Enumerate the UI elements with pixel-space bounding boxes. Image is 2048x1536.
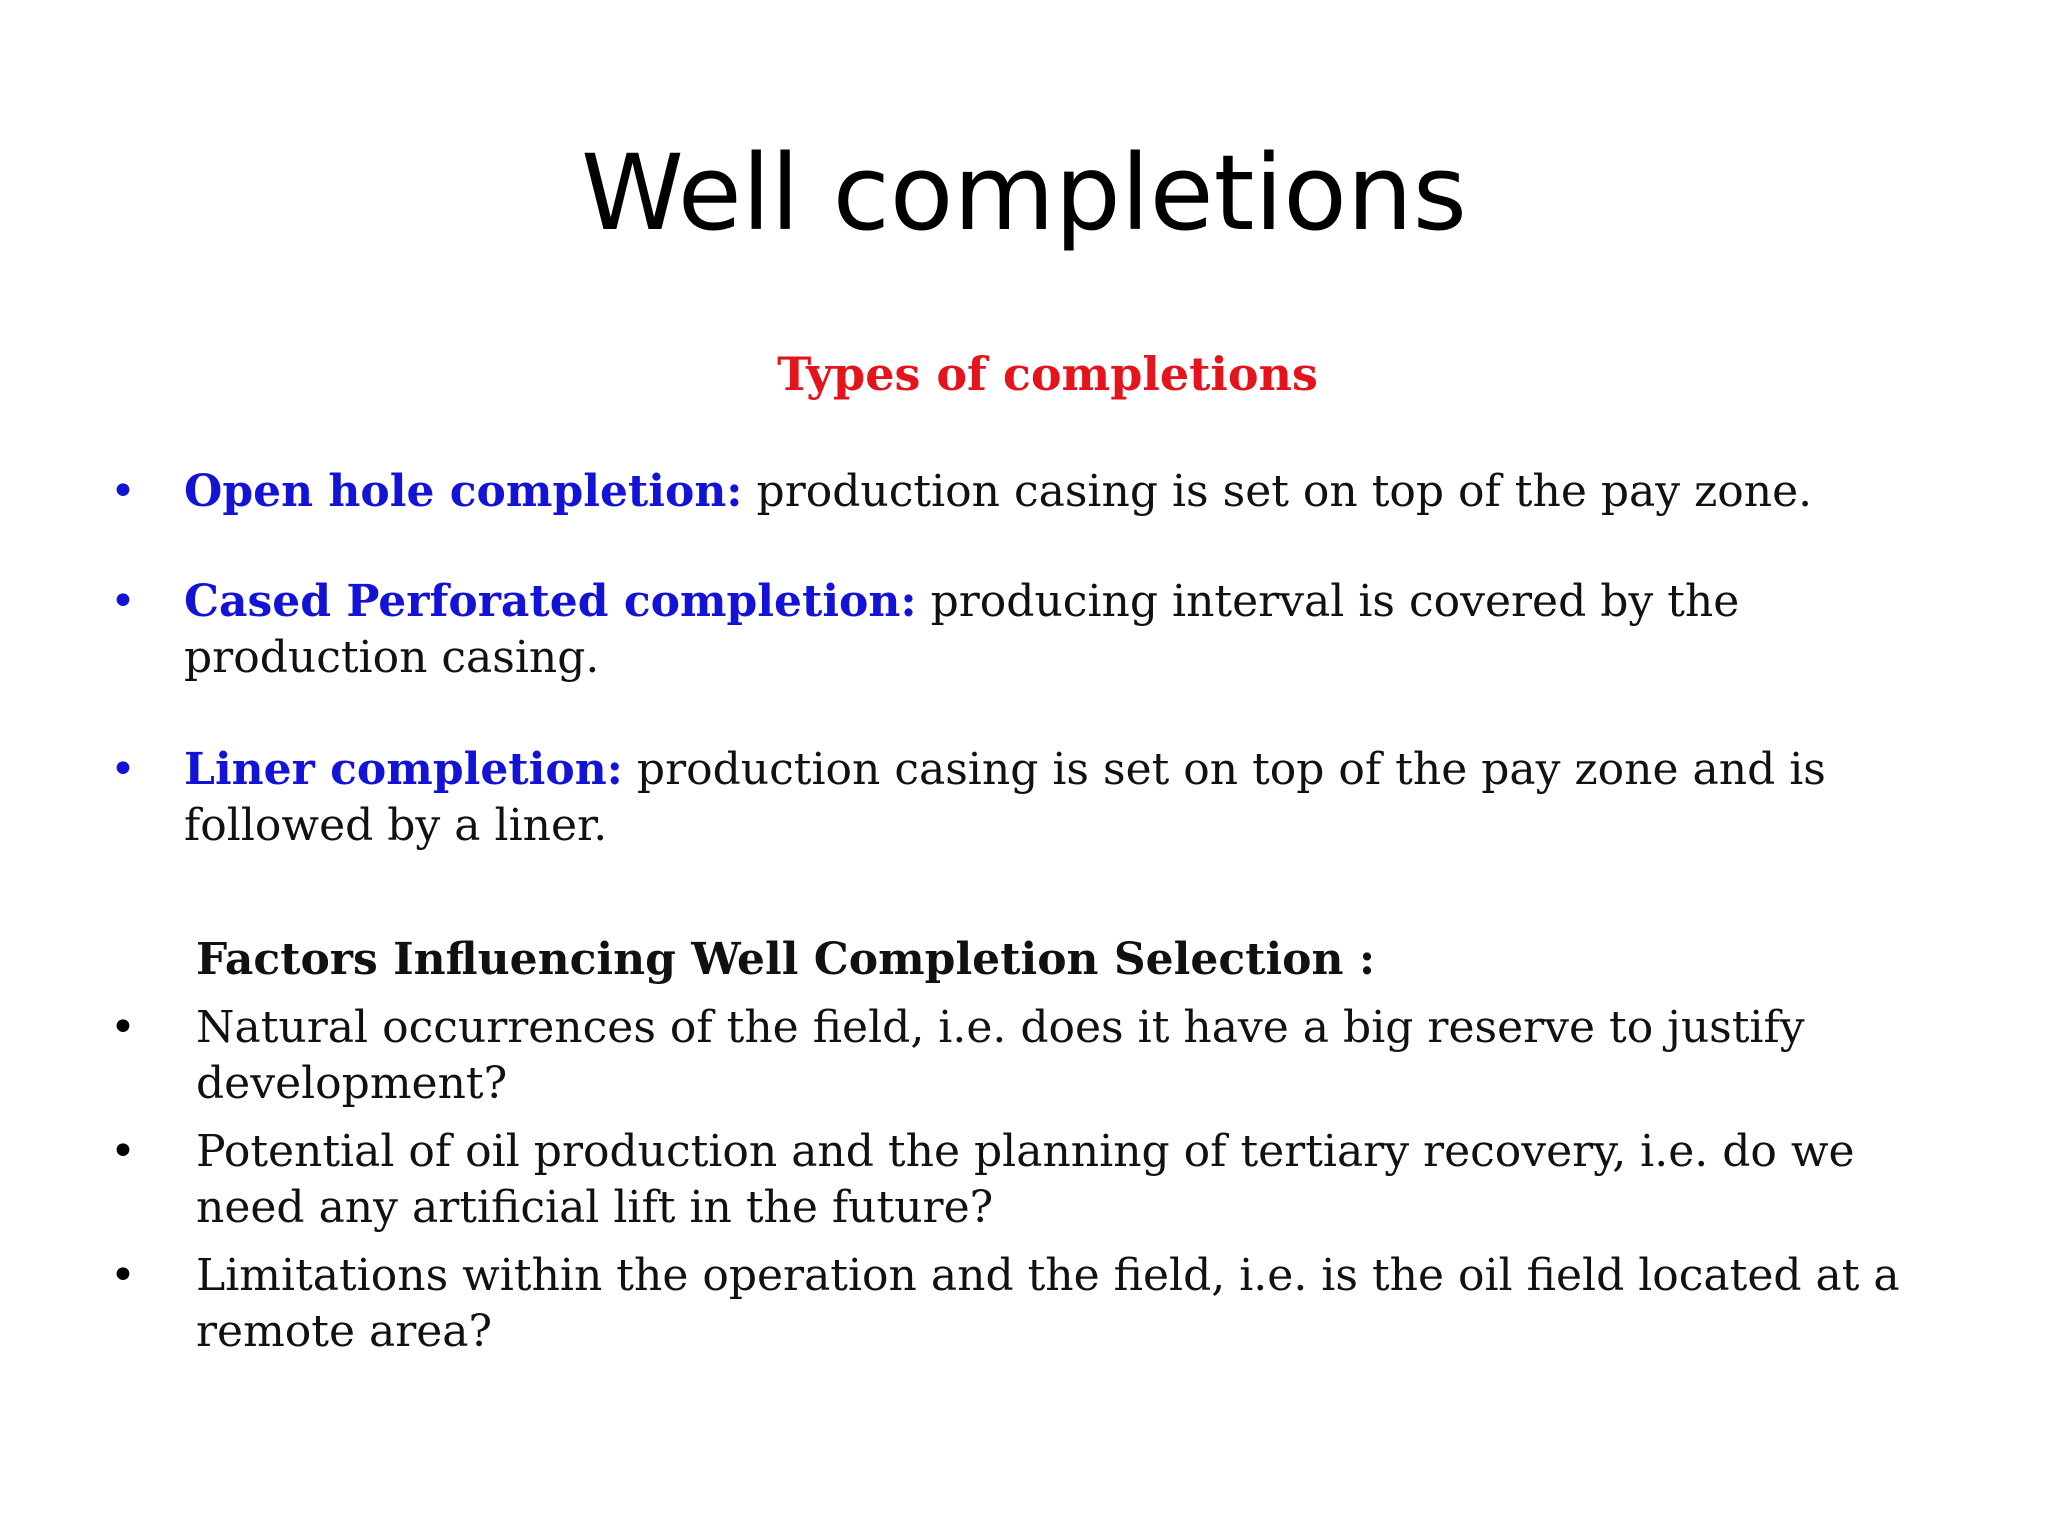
bullet-icon: • [110,576,136,627]
section-subtitle: Types of completions [777,347,1318,401]
bullet-icon: • [110,466,136,517]
completion-description: production casing is set on top of the pay zone. [742,466,1813,517]
factor-text: Limitations within the operation and the field, i.e. is the oil field located at a remote area? [196,1250,1900,1357]
slide-title: Well completions [581,132,1467,254]
bullet-icon: • [110,744,136,795]
completion-term: Cased Perforated completion: [184,576,917,627]
completion-term: Open hole completion: [184,466,743,517]
bullet-icon: • [110,1250,136,1301]
factors-heading: Factors Influencing Well Completion Selection : [196,934,1376,985]
bullet-icon: • [110,1126,136,1177]
factor-text: Natural occurrences of the field, i.e. does it have a big reserve to justify development? [196,1002,1805,1109]
list-item-text [184,464,1984,520]
completion-description: producing interval is covered by the production casing. [184,576,1740,683]
completion-term: Liner completion: [184,744,623,795]
list-item-text [184,742,1984,854]
completion-description: production casing is set on top of the pay zone and is followed by a liner. [184,744,1826,851]
list-item-text [184,574,1984,686]
factor-text: Potential of oil production and the planning of tertiary recovery, i.e. do we need any artificial lift in the future? [196,1126,1855,1233]
bullet-icon: • [110,1002,136,1053]
